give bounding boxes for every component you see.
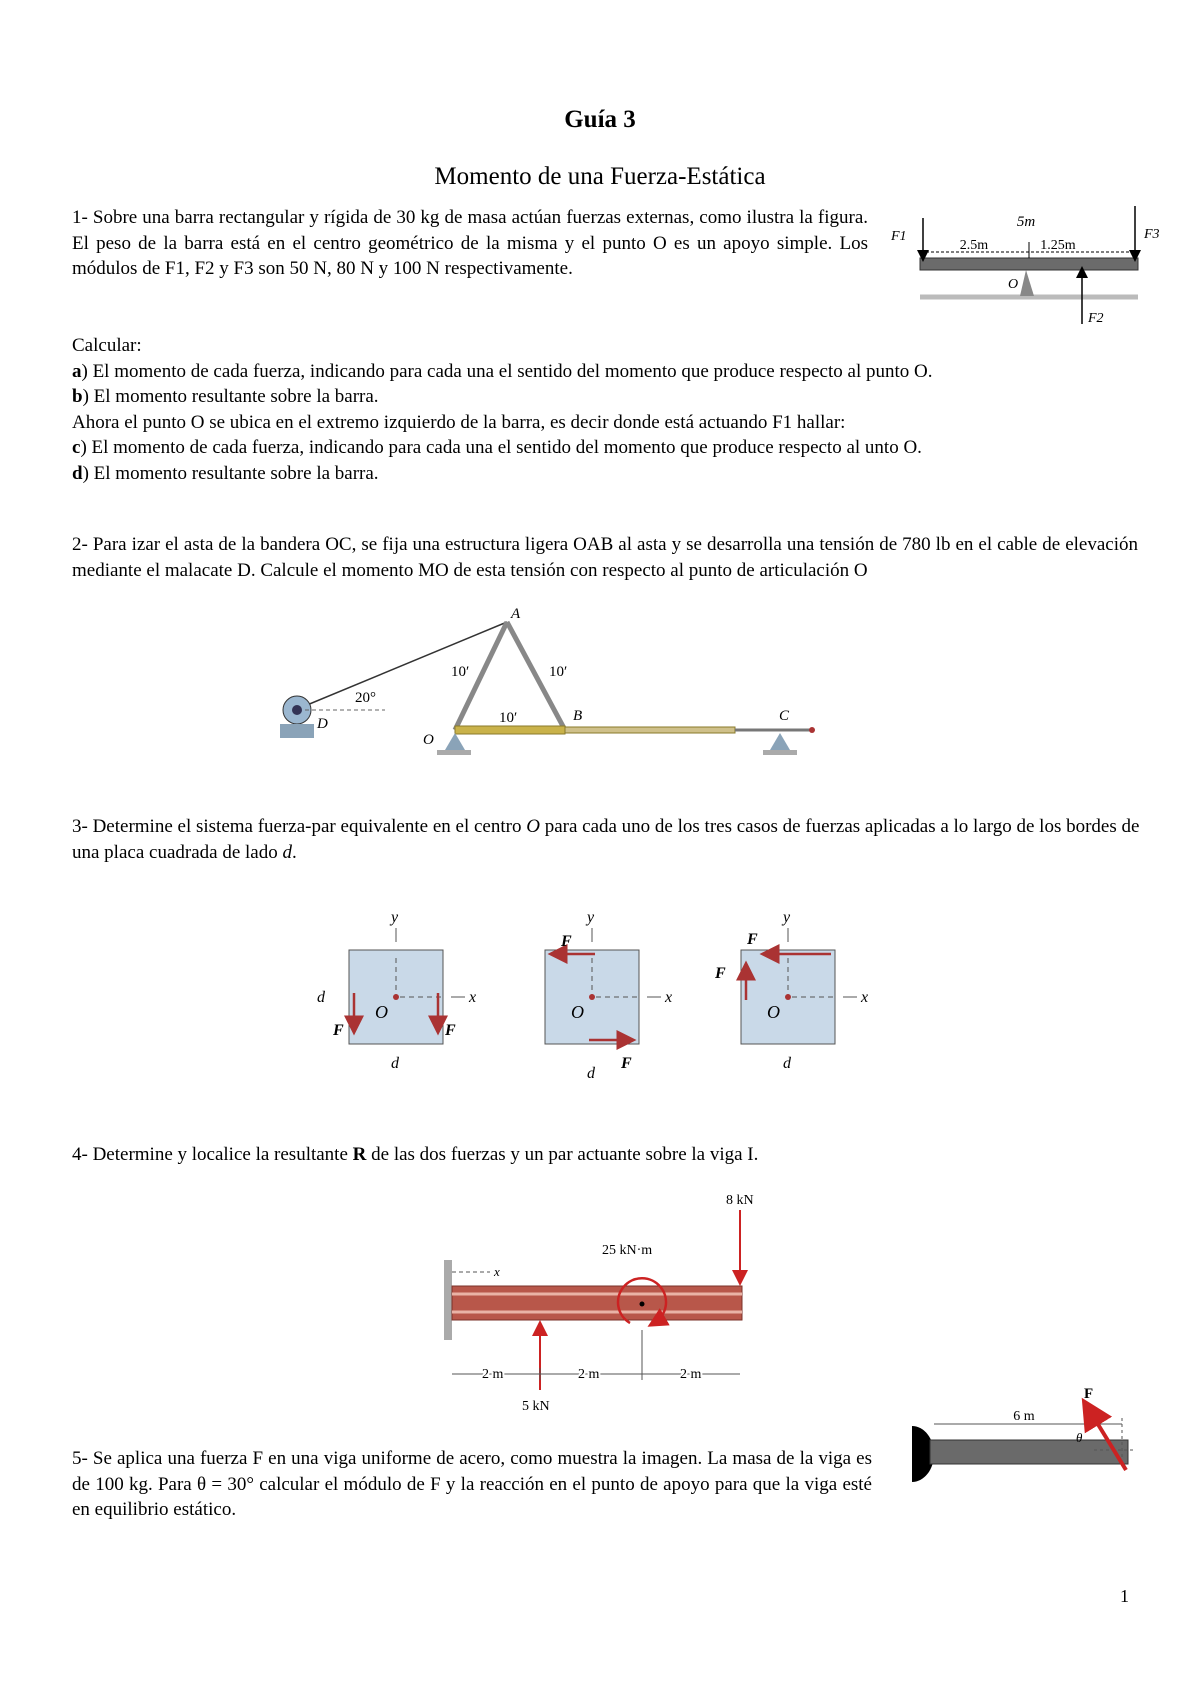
problem-number: 4: [72, 1144, 82, 1165]
figure-i-beam: [430, 1190, 760, 1420]
svg-text:d: d: [391, 1055, 399, 1072]
svg-text:F: F: [561, 933, 572, 950]
label-angle: 20°: [355, 690, 376, 706]
figure-square-plates: [305, 898, 895, 1093]
svg-text:d: d: [587, 1065, 595, 1082]
plate-case-2: [545, 909, 672, 1082]
svg-text:y: y: [391, 909, 399, 926]
svg-text:O: O: [375, 1002, 388, 1022]
dim-total: 5m: [1016, 214, 1036, 230]
problem-number: 3: [72, 816, 82, 837]
question-b: b) El momento resultante sobre la barra.: [72, 386, 379, 407]
svg-text:F: F: [333, 1022, 344, 1039]
dim-left: 2.5m: [959, 238, 989, 253]
plate-case-1: [317, 909, 476, 1072]
svg-text:O: O: [767, 1002, 780, 1022]
label-b: B: [573, 708, 583, 724]
svg-text:x: x: [469, 989, 477, 1006]
plate-case-3: [714, 909, 868, 1072]
label-len: 6 m: [1013, 1409, 1035, 1424]
svg-text:2 m: 2 m: [680, 1367, 702, 1382]
svg-text:y: y: [587, 909, 595, 926]
label-o: O: [423, 732, 434, 748]
page-subtitle: Momento de una Fuerza-Estática: [434, 163, 766, 190]
problem-1-questions: [72, 333, 1142, 486]
svg-text:y: y: [783, 909, 791, 926]
label-f3: F3: [1144, 227, 1160, 242]
svg-text:F: F: [747, 931, 758, 948]
dim-right: 1.25m: [1040, 238, 1076, 253]
label-8kn: 8 kN: [726, 1193, 754, 1208]
label-oa: 10′: [451, 664, 470, 680]
label-couple: 25 kN·m: [602, 1243, 653, 1258]
svg-text:d: d: [317, 989, 325, 1006]
calc-label: Calcular:: [72, 335, 142, 356]
label-f2: F2: [1088, 311, 1104, 326]
svg-text:F: F: [445, 1022, 456, 1039]
label-o: O: [1008, 277, 1019, 292]
svg-text:F: F: [621, 1055, 632, 1072]
svg-text:2 m: 2 m: [578, 1367, 600, 1382]
figure-bar-forces: [886, 200, 1176, 332]
svg-text:x: x: [861, 989, 869, 1006]
label-ab: 10′: [549, 664, 568, 680]
question-d: d) El momento resultante sobre la barra.: [72, 462, 379, 484]
label-ob: 10′: [499, 710, 518, 726]
figure-steel-beam: [904, 1378, 1144, 1518]
problem-3-text: 3- Determine el sistema fuerza-par equivalente en el centro O para cada uno de los tres casos de fuerzas aplicadas a lo largo de los bordes de una placa cuadrada de lado d.: [72, 816, 1140, 863]
problem-number: 2: [72, 534, 82, 555]
svg-text:x: x: [665, 989, 673, 1006]
label-d: D: [317, 716, 328, 732]
problem-number: 1: [72, 207, 82, 228]
label-theta: θ: [1076, 1430, 1083, 1445]
page-title: Guía 3: [564, 106, 636, 133]
svg-text:x: x: [494, 1264, 500, 1279]
svg-text:d: d: [783, 1055, 791, 1072]
label-f: F: [1084, 1386, 1094, 1402]
problem-1-text: 1- Sobre una barra rectangular y rígida de 30 kg de masa actúan fuerzas externas, como ilustra la figura. El peso de la barra está en el centro geométrico de la misma y el punto O es un apoyo simple. Los módulos de F1, F2 y F3 son 50 N, 80 N y 100 N respectivamente.: [72, 207, 868, 279]
page-number: 1: [1120, 1586, 1129, 1606]
question-c: c) El momento de cada fuerza, indicando para cada una el sentido del momento que produce respecto al unto O.: [72, 437, 922, 458]
svg-text:2 m: 2 m: [482, 1367, 504, 1382]
problem-number: 5: [72, 1448, 82, 1469]
label-a: A: [511, 606, 521, 622]
label-c: C: [779, 708, 790, 724]
svg-text:F: F: [715, 965, 726, 982]
problem-4-text: 4- Determine y localice la resultante R de las dos fuerzas y un par actuante sobre la viga I.: [72, 1144, 759, 1165]
label-5kn: 5 kN: [522, 1399, 550, 1414]
now-text: Ahora el punto O se ubica en el extremo izquierdo de la barra, es decir donde está actuando F1 hallar:: [72, 411, 846, 433]
problem-5-text: 5- Se aplica una fuerza F en una viga uniforme de acero, como muestra la imagen. La masa de la viga es de 100 kg. Para θ = 30° calcular el módulo de F y la reacción en el punto de apoyo para que la viga esté en equilibrio estático.: [72, 1448, 872, 1520]
figure-flagpole: [275, 602, 815, 762]
question-a: a) El momento de cada fuerza, indicando para cada una el sentido del momento que produce respecto al punto O.: [72, 360, 933, 382]
svg-text:O: O: [571, 1002, 584, 1022]
label-f1: F1: [891, 229, 907, 244]
problem-2-text: 2- Para izar el asta de la bandera OC, se fija una estructura ligera OAB al asta y se desarrolla una tensión de 780 lb en el cable de elevación mediante el malacate D. Calcule el momento MO de esta tensión con respecto al punto de articulación O: [72, 534, 1138, 581]
